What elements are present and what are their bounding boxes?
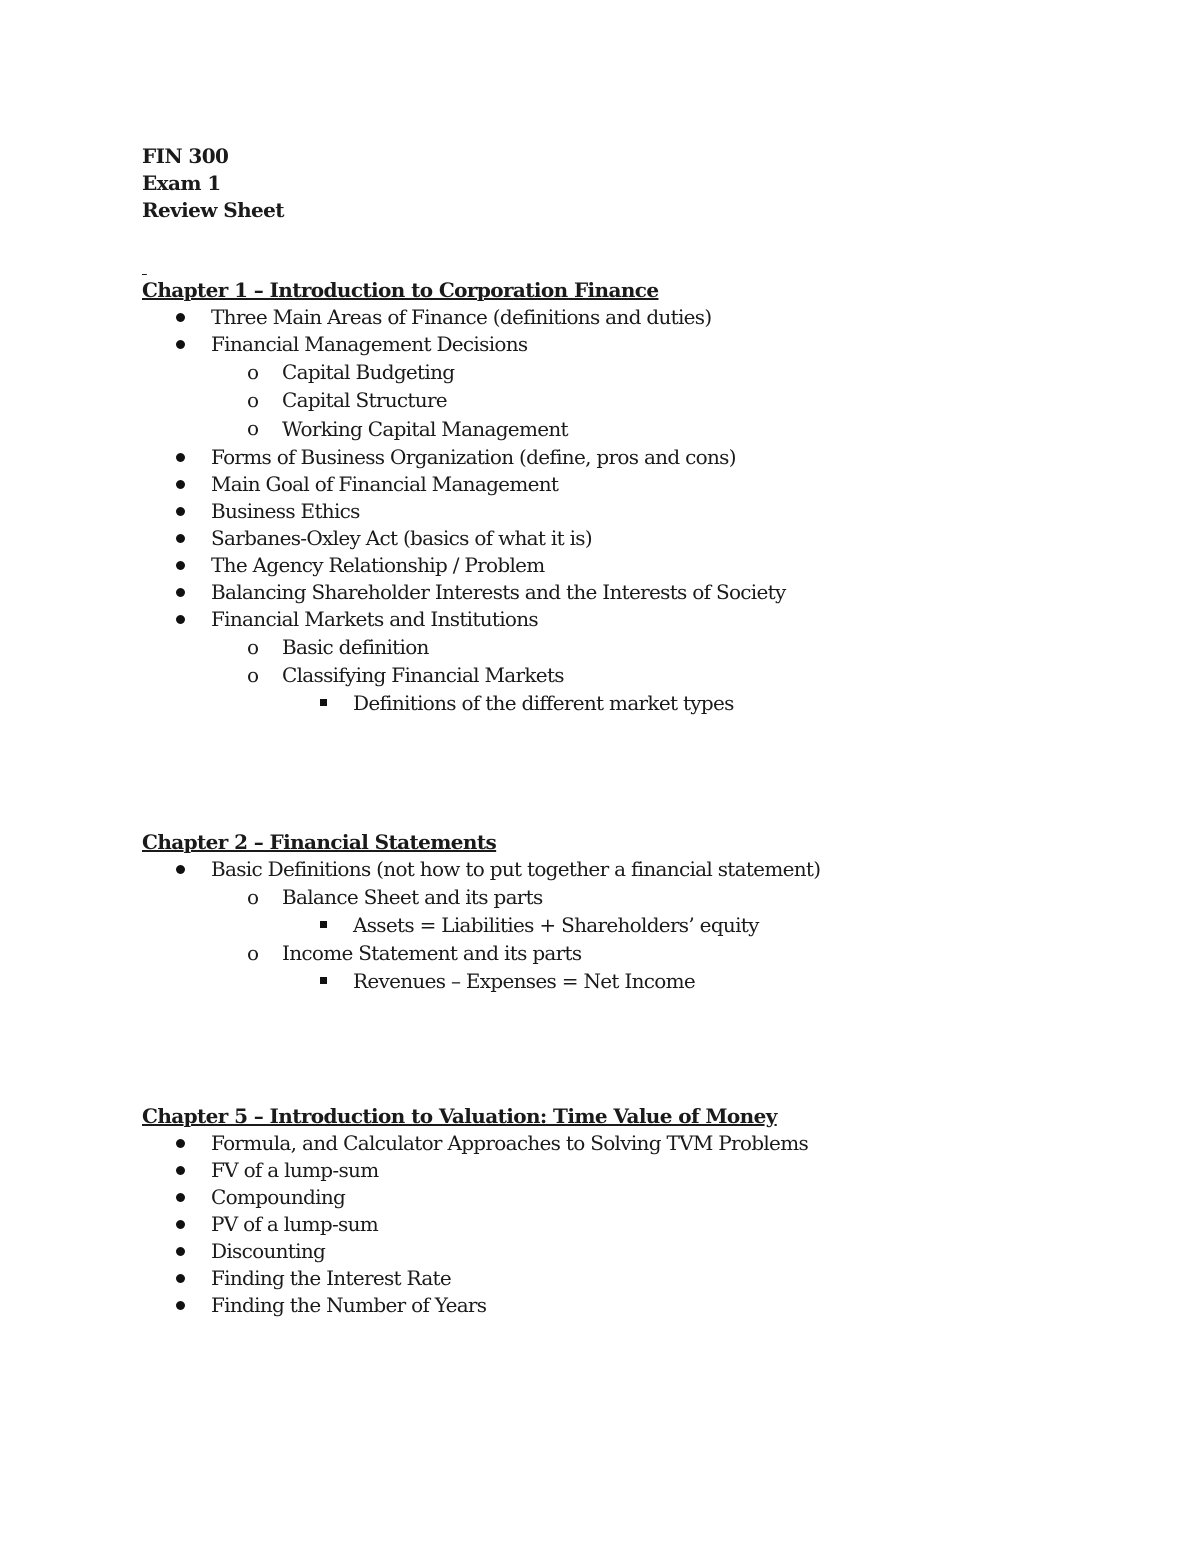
- bullet-icon: [176, 534, 185, 543]
- bullet-icon: [176, 1166, 185, 1175]
- list-item: The Agency Relationship / Problem: [142, 552, 1142, 579]
- sub-sub-list-item: Definitions of the different market types: [142, 689, 1142, 717]
- chapter-1-sublist-markets: [142, 633, 1142, 689]
- circle-bullet-icon: o: [247, 941, 259, 965]
- list-item: Financial Management Decisions: [142, 331, 1142, 358]
- chapter-5-section: [142, 1103, 1142, 1319]
- list-item: Three Main Areas of Finance (definitions and duties): [142, 304, 1142, 331]
- bullet-icon: [176, 313, 185, 322]
- exam-title: Exam 1: [142, 171, 221, 195]
- bullet-icon: [176, 453, 185, 462]
- list-item: Finding the Number of Years: [142, 1292, 1142, 1319]
- chapter-2-list: [142, 856, 1142, 883]
- sub-sub-list-item: Assets = Liabilities + Shareholders’ equity: [142, 911, 1142, 939]
- sub-list-item: o Classifying Financial Markets: [247, 663, 564, 687]
- sub-sub-list-item: Revenues – Expenses = Net Income: [142, 967, 1142, 995]
- chapter-1-subsublist: [142, 689, 1142, 717]
- chapter-2-sublist-balance: [142, 883, 1142, 911]
- square-bullet-icon: [320, 699, 327, 706]
- chapter-5-list: [142, 1130, 1142, 1319]
- list-item: Business Ethics: [142, 498, 1142, 525]
- list-item: Main Goal of Financial Management: [142, 471, 1142, 498]
- chapter-5-title: Chapter 5 – Introduction to Valuation: Time Value of Money: [142, 1104, 777, 1128]
- circle-bullet-icon: o: [247, 635, 259, 659]
- chapter-2-title: Chapter 2 – Financial Statements: [142, 830, 497, 854]
- bullet-icon: [176, 1220, 185, 1229]
- list-item: Sarbanes-Oxley Act (basics of what it is): [142, 525, 1142, 552]
- list-item: Compounding: [142, 1184, 1142, 1211]
- square-bullet-icon: [320, 977, 327, 984]
- list-item: FV of a lump-sum: [142, 1157, 1142, 1184]
- sub-list-item: o Capital Structure: [247, 388, 447, 412]
- chapter-2-subsublist-balance: [142, 911, 1142, 939]
- list-item: Forms of Business Organization (define, pros and cons): [142, 444, 1142, 471]
- sub-list-item: o Basic definition: [247, 635, 429, 659]
- list-item: Balancing Shareholder Interests and the Interests of Society: [142, 579, 1142, 606]
- bullet-icon: [176, 588, 185, 597]
- chapter-1-section: [142, 277, 1142, 717]
- list-item: Discounting: [142, 1238, 1142, 1265]
- list-item: Finding the Interest Rate: [142, 1265, 1142, 1292]
- chapter-1-sublist-decisions: [142, 358, 1142, 444]
- sub-list-item: o Capital Budgeting: [247, 360, 455, 384]
- chapter-2-subsublist-income: [142, 967, 1142, 995]
- bullet-icon: [176, 615, 185, 624]
- chapter-2-section: [142, 829, 1142, 995]
- sub-list-item: o Working Capital Management: [247, 416, 568, 441]
- bullet-icon: [176, 1139, 185, 1148]
- bullet-icon: [176, 1247, 185, 1256]
- list-item: Basic Definitions (not how to put together a financial statement): [142, 856, 1142, 883]
- empty-underlined-line: [142, 262, 147, 276]
- course-code: FIN 300: [142, 144, 229, 168]
- sub-list-item: o Income Statement and its parts: [247, 941, 582, 965]
- circle-bullet-icon: o: [247, 885, 259, 909]
- list-item: Formula, and Calculator Approaches to Solving TVM Problems: [142, 1130, 1142, 1157]
- circle-bullet-icon: o: [247, 388, 259, 412]
- chapter-1-title: Chapter 1 – Introduction to Corporation Finance: [142, 278, 659, 302]
- bullet-icon: [176, 1274, 185, 1283]
- list-item: PV of a lump-sum: [142, 1211, 1142, 1238]
- bullet-icon: [176, 480, 185, 489]
- document-header: [142, 143, 284, 224]
- bullet-icon: [176, 561, 185, 570]
- sub-list-item: o Balance Sheet and its parts: [247, 885, 543, 909]
- list-item: Financial Markets and Institutions: [142, 606, 1142, 633]
- bullet-icon: [176, 1301, 185, 1310]
- circle-bullet-icon: o: [247, 663, 259, 687]
- bullet-icon: [176, 865, 185, 874]
- circle-bullet-icon: o: [247, 416, 259, 440]
- bullet-icon: [176, 340, 185, 349]
- chapter-1-list-continued: [142, 444, 1142, 633]
- circle-bullet-icon: o: [247, 360, 259, 384]
- bullet-icon: [176, 1193, 185, 1202]
- chapter-1-list: [142, 304, 1142, 358]
- bullet-icon: [176, 507, 185, 516]
- chapter-2-sublist-income: [142, 939, 1142, 967]
- sheet-title: Review Sheet: [142, 198, 284, 222]
- square-bullet-icon: [320, 921, 327, 928]
